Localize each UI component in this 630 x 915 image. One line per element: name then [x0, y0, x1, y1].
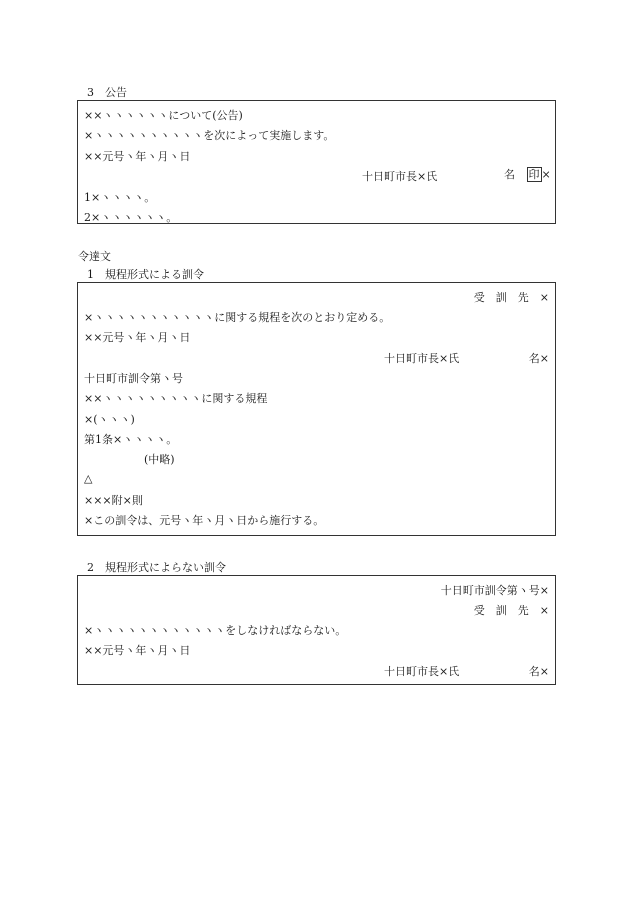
regulation-signer: 十日町市長×氏	[384, 352, 460, 365]
section-2-heading: 2 規程形式によらない訓令	[87, 561, 226, 574]
section-3-heading: 3 公告	[87, 86, 127, 99]
kunrei-simple-box	[77, 575, 556, 685]
regulation-number-line: 十日町市訓令第ヽ号	[84, 372, 183, 385]
recipient-line: 受 訓 先 ×	[473, 291, 549, 304]
regulation-intro-line: ×ヽヽヽヽヽヽヽヽヽヽヽに関する規程を次のとおり定める。	[84, 311, 391, 324]
notice-name-block	[504, 166, 551, 182]
notice-name-char: 名	[504, 168, 515, 181]
notice-seal-after: ×	[541, 168, 551, 181]
notice-item-2: 2×ヽヽヽヽヽヽ。	[84, 211, 178, 224]
order-name: 名×	[528, 665, 549, 678]
omitted-marker: (中略)	[144, 453, 175, 466]
order-number-line: 十日町市訓令第ヽ号×	[440, 584, 549, 597]
order-date-line: ××元号ヽ年ヽ月ヽ日	[84, 644, 191, 657]
regulation-caption-line: ×(ヽヽヽ)	[84, 413, 135, 426]
notice-line-3: ××元号ヽ年ヽ月ヽ日	[84, 150, 191, 163]
regulation-date-line: ××元号ヽ年ヽ月ヽ日	[84, 331, 191, 344]
reitatsu-heading: 令達文	[78, 250, 111, 263]
supplementary-heading: ×××附×則	[84, 494, 143, 507]
seal-mark: 印	[528, 168, 540, 181]
notice-item-1: 1×ヽヽヽヽ。	[84, 191, 156, 204]
regulation-name: 名×	[528, 352, 549, 365]
supplementary-line: ×この訓令は、元号ヽ年ヽ月ヽ日から施行する。	[84, 514, 325, 527]
section-1-heading: 1 規程形式による訓令	[87, 268, 204, 281]
notice-line-2: ×ヽヽヽヽヽヽヽヽヽヽを次によって実施します。	[84, 129, 335, 142]
order-body-line: ×ヽヽヽヽヽヽヽヽヽヽヽヽをしなければならない。	[84, 624, 347, 637]
notice-signer: 十日町市長×氏	[362, 170, 438, 183]
recipient-line-2: 受 訓 先 ×	[473, 604, 549, 617]
notice-box	[77, 100, 556, 224]
regulation-article-line: 第1条×ヽヽヽヽ。	[84, 433, 178, 446]
kunrei-regulation-box	[77, 282, 556, 536]
regulation-title-line: ××ヽヽヽヽヽヽヽヽヽに関する規程	[84, 392, 268, 405]
order-signer: 十日町市長×氏	[384, 665, 460, 678]
notice-line-1: ××ヽヽヽヽヽヽについて(公告)	[84, 109, 243, 122]
triangle-symbol: △	[84, 472, 93, 485]
